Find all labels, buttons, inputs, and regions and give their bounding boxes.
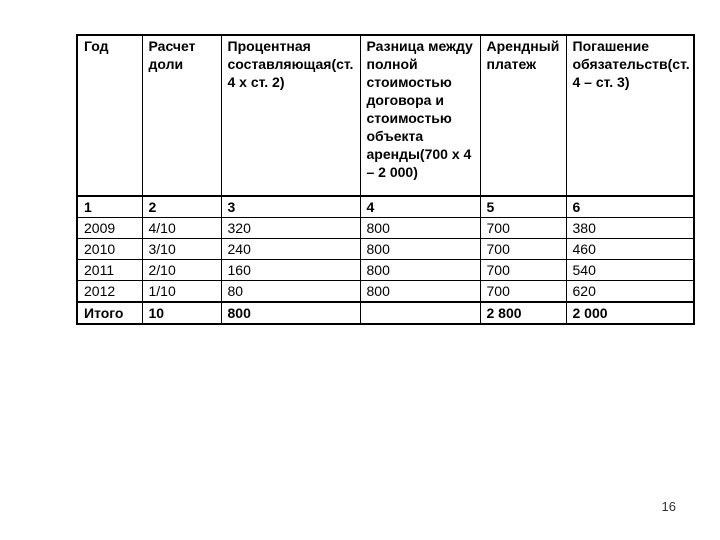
- column-number: 2: [142, 196, 221, 218]
- table-row: [77, 281, 694, 303]
- table-cell: 320: [221, 218, 360, 239]
- column-number: 4: [360, 196, 480, 218]
- table-cell: 2/10: [142, 260, 221, 281]
- table-cell: 160: [221, 260, 360, 281]
- table-cell: 3/10: [142, 239, 221, 260]
- total-cell: 2 000: [566, 302, 694, 324]
- table-cell: 380: [566, 218, 694, 239]
- header-share-calculation: Расчет доли: [142, 35, 221, 196]
- table-cell: 800: [360, 281, 480, 303]
- table-cell: 800: [360, 239, 480, 260]
- column-number: 5: [480, 196, 566, 218]
- table-cell: 1/10: [142, 281, 221, 303]
- column-number-row: [77, 196, 694, 218]
- header-liability-repayment: Погашение обязательств(ст. 4 – ст. 3): [566, 35, 694, 196]
- column-number: 6: [566, 196, 694, 218]
- table-cell: 700: [480, 281, 566, 303]
- total-cell: Итого: [77, 302, 142, 324]
- table-row: [77, 260, 694, 281]
- table-cell: 700: [480, 239, 566, 260]
- total-cell: 800: [221, 302, 360, 324]
- total-cell: [360, 302, 480, 324]
- table-cell: 2012: [77, 281, 142, 303]
- header-cost-difference: Разница между полной стоимостью договора и стоимостью объекта аренды(700 х 4 – 2 000): [360, 35, 480, 196]
- table-row: [77, 218, 694, 239]
- table-cell: 620: [566, 281, 694, 303]
- header-interest-component: Процентная составляющая(ст. 4 х ст. 2): [221, 35, 360, 196]
- table-cell: 2009: [77, 218, 142, 239]
- table-cell: 700: [480, 260, 566, 281]
- table-cell: 4/10: [142, 218, 221, 239]
- table-cell: 800: [360, 218, 480, 239]
- table-header-row: [77, 35, 694, 196]
- table-cell: 460: [566, 239, 694, 260]
- table-cell: 700: [480, 218, 566, 239]
- column-number: 1: [77, 196, 142, 218]
- total-row: [77, 302, 694, 324]
- header-year: Год: [77, 35, 142, 196]
- table-cell: 240: [221, 239, 360, 260]
- total-cell: 2 800: [480, 302, 566, 324]
- table-cell: 540: [566, 260, 694, 281]
- page-number: 16: [661, 499, 676, 514]
- table-cell: 80: [221, 281, 360, 303]
- column-number: 3: [221, 196, 360, 218]
- table-cell: 800: [360, 260, 480, 281]
- table-row: [77, 239, 694, 260]
- header-lease-payment: Арендный платеж: [480, 35, 566, 196]
- lease-calculation-table: [76, 34, 695, 325]
- table-cell: 2011: [77, 260, 142, 281]
- total-cell: 10: [142, 302, 221, 324]
- table-cell: 2010: [77, 239, 142, 260]
